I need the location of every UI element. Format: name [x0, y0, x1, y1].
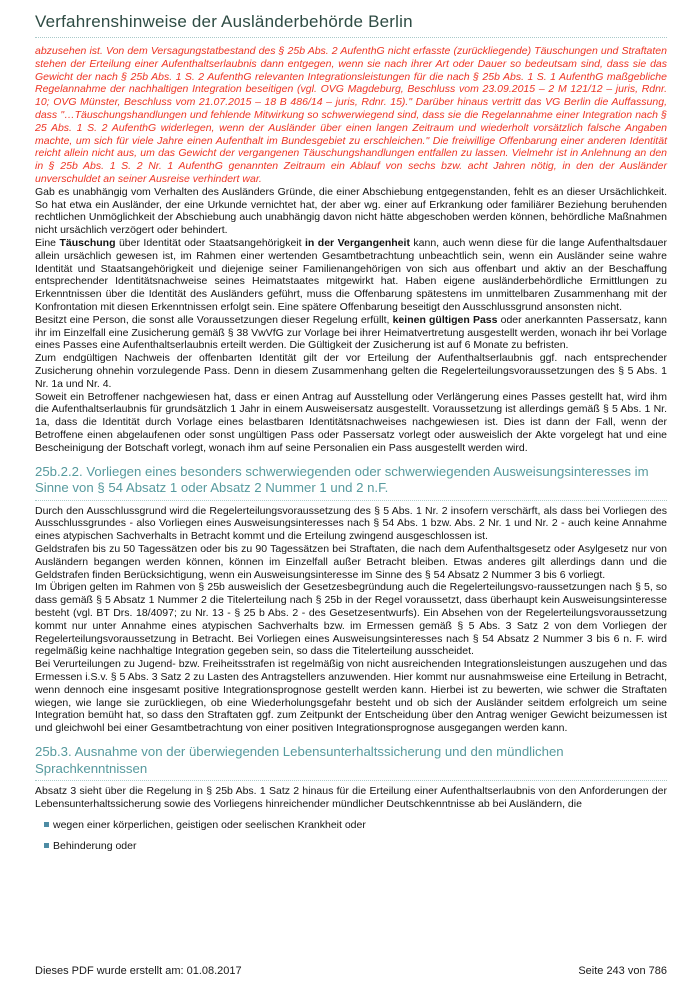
- bullet-square-icon: [44, 822, 49, 827]
- paragraph: Geldstrafen bis zu 50 Tagessätzen oder bis zu 90 Tagessätzen bei Straftaten, die nach dem Aufenthaltsgesetz oder Asylgesetz nur von Ausländern begangen werden können, können im Einzelfall außer Betracht bleiben. Etwas anderes gilt allerdings dann und die Geldstrafen finden Berücksichtigung, wenn ein Ausweisungsinteresse im Sinne des § 54 Absatz 2 Nummer 3 bis 6 vorliegt.: [35, 543, 667, 581]
- bold-text: keinen gültigen Pass: [392, 313, 498, 326]
- paragraph: [35, 314, 667, 352]
- text-run: über Identität oder Staatsangehörigkeit: [115, 236, 305, 249]
- text-run: Besitzt eine Person, die sonst alle Voraussetzungen dieser Regelung erfüllt,: [35, 313, 393, 326]
- paragraph: Absatz 3 sieht über die Regelung in § 25b Abs. 1 Satz 2 hinaus für die Erteilung einer Aufenthaltserlaubnis von den Anforderungen der Lebensunterhaltssicherung sowie des Vorliegens hinreichender mündlicher Deutschkenntnisse ab bei Ausländern, die: [35, 785, 667, 811]
- paragraph: Soweit ein Betroffener nachgewiesen hat, dass er einen Antrag auf Ausstellung oder Verlängerung eines Passes gestellt hat, wird ihm die Aufenthaltserlaubnis für grundsätzlich 1 Jahr in einem Ausweisersatz ausgestellt. Voraussetzung ist allerdings gemäß § 5 Abs. 1 Nr. 1a, dass die Identität durch Vorlage eines belastbaren Identitätsnachweises nachgewiesen ist. Dies ist dann der Fall, wenn der Betroffene einen abgelaufenen oder sonst ungültigen Pass oder Passersatz vorlegt oder ausweislich der Akte vorgelegt hat und eine Bescheinigung der Botschaft vorlegt, wonach ihm auf seine Personalien ein Pass ausgestellt werden wird.: [35, 390, 667, 454]
- paragraph: Im Übrigen gelten im Rahmen von § 25b ausweislich der Gesetzesbegründung auch die Regelerteilungsvo-raussetzungen nach § 5, so dass gemäß § 5 Absatz 1 Nummer 2 die Titelerteilung nach § 25b in der Regel voraussetzt, dass überhaupt kein Ausweisungsinteresse besteht (vgl. BT Drs. 18/4097; zu Nr. 13 - § 25 b Abs. 2 - des Gesetzesentwurfs). Ein Absehen von der Regelerteilungsvoraussetzung kommt nur unter Annahme eines atypischen Sachverhalts bzw. im Ermessen gemäß § 5 Abs. 3 Satz 2 von dem Vorliegen der Regelerteilungsvoraussetzung in Betracht. Bei Vorliegen eines Ausweisungsinteresses nach § 54 Absatz 2 Nummer 3 bis 6 n. F. wird regelmäßig keine nachhaltige Integration gegeben sein, so dass die Titelerteilung ausscheidet.: [35, 581, 667, 658]
- footer: [35, 965, 667, 977]
- bold-text: in der Vergangenheit: [305, 236, 410, 249]
- title-divider: [35, 37, 667, 38]
- paragraph: Zum endgültigen Nachweis der offenbarten Identität gilt der vor Erteilung der Aufenthaltserlaubnis ggf. nach entsprechender Zusicherung ohnehin vorzulegende Pass. Denn in diesem Zusammenhang gelten die Regelerteilungsvoraussetzungen des § 5 Abs. 1 Nr. 1a und Nr. 4.: [35, 352, 667, 390]
- footer-page-number: Seite 243 von 786: [578, 965, 667, 977]
- bullet-item: [44, 819, 667, 832]
- text-run: kann, auch wenn diese für die lange Aufenthaltsdauer allein ursächlich gewesen ist, im Rahmen einer wertenden Gesamtbetrachtung unbeachtlich sein, wenn ein Ausländer seine wahre Identität und Staatsangehörigkeit und diejenige seiner Familienangehörigen von sich aus offenbart und aktiv an der Beschaffung entsprechender Identitätsnachweise seines Heimatstaates mitgewirkt hat. Haben eigene ausländerbehördliche Ermittlungen zu Erkenntnissen über die Identität des Ausländers geführt, muss die Offenbarung spätestens im unmittelbaren Zusammenhang mit der Konfrontation mit diesen Erkenntnissen erfolgt sein. Eine spätere Offenbarung beseitigt den Ausschlussgrund ansonsten nicht.: [35, 236, 668, 313]
- section-heading: 25b.3. Ausnahme von der überwiegenden Lebensunterhaltssicherung und den mündlichen Sprachkenntnissen: [35, 744, 667, 781]
- paragraph: Bei Verurteilungen zu Jugend- bzw. Freiheitsstrafen ist regelmäßig von nicht ausreichenden Integrationsleistungen auszugehen und das Ermessen i.S.v. § 5 Abs. 3 Satz 2 zu Lasten des Antragstellers anzuwenden. Hier kommt nur ausnahmsweise eine Erteilung in Betracht, wenn dennoch eine insgesamt positive Integrationsprognose gestellt werden kann. Hierbei ist zu bewerten, wie schwer die Straftaten wiegen, wie lange sie zurückliegen, ob eine Wiederholungsgefahr besteht und ob sich der Ausländer seitdem erfolgreich um seine Integration bemüht hat, so dass den Straftaten ggf. zum Zeitpunkt der Entscheidung über den Antrag weniger Gewicht beizumessen ist und gleichwohl bei einer Gesamtbetrachtung von einer positiven Integrationsprognose ausgegangen werden kann.: [35, 658, 667, 735]
- text-run: Eine: [35, 236, 60, 249]
- paragraph: [35, 237, 667, 314]
- section-heading: 25b.2.2. Vorliegen eines besonders schwerwiegenden oder schwerwiegenden Ausweisungsinteresses im Sinne von § 54 Absatz 1 oder Absatz 2 Nummer 1 und 2 n.F.: [35, 464, 667, 501]
- paragraph: Gab es unabhängig vom Verhalten des Ausländers Gründe, die einer Abschiebung entgegenstanden, fehlt es an dieser Ursächlichkeit. So hat etwa ein Ausländer, der eine Urkunde vernichtet hat, der aber wg. einer auf Erkrankung oder familiärer Beziehung beruhenden rechtlichen Unmöglichkeit der Abschiebung auch unabhängig davon nicht hätte abgeschoben werden können, behördliche Maßnahmen nicht ursächlich verzögert oder behindert.: [35, 185, 667, 237]
- document-title: Verfahrenshinweise der Ausländerbehörde Berlin: [35, 12, 413, 31]
- bold-text: Täuschung: [59, 236, 116, 249]
- text-run: oder anerkannten Passersatz, kann ihr im Einzelfall eine Zusicherung gemäß § 38 VwVfG zur Vorlage bei ihrer Heimatvertretung ausgestellt werden, wonach ihr bei Vorlage eines Passes eine Aufenthaltserlaubnis erteilt werden. Die Gültigkeit der Zusicherung ist auf 6 Monate zu befristen.: [35, 313, 668, 352]
- paragraph: Durch den Ausschlussgrund wird die Regelerteilungsvoraussetzung des § 5 Abs. 1 Nr. 2 insofern verschärft, als dass bei Vorliegen des Ausschlussgrundes - also Vorliegen eines Ausweisungsinteresses nach § 54 Abs. 1 bzw. Abs. 2 Nr. 1 und Nr. 2 - auch keine Annahme eines atypischen Sachverhalts in Betracht kommt und die Erteilung zwingend ausgeschlossen ist.: [35, 504, 667, 543]
- footer-created-date: Dieses PDF wurde erstellt am: 01.08.2017: [35, 965, 242, 977]
- paragraph-quote: abzusehen ist. Von dem Versagungstatbestand des § 25b Abs. 2 AufenthG nicht erfasste (zurückliegende) Täuschungen und Straftaten stehen der Erteilung einer Aufenthaltserlaubnis dann entgegen, wenn sie nach ihrer Art oder Dauer so bedeutsam sind, dass sie das Gewicht der nach § 25b Abs. 1 S. 2 AufenthG relevanten Integrationsleistungen für die nach § 25b Abs. 1 S. 1 AufenthG maßgebliche Regelannahme der nachhaltigen Integration beseitigen (vgl. OVG Magdeburg, Beschluss vom 23.09.2015 – 2 M 121/12 – juris, Rdnr. 10; OVG Münster, Beschluss vom 21.07.2015 – 18 B 486/14 – juris, Rdnr. 15)." Darüber hinaus vertritt das VG Berlin die Auffassung, dass "…Täuschungshandlungen und fehlende Mitwirkung so schwerwiegend sind, dass sie die Regelannahme einer Integration nach § 25 Abs. 1 S. 2 AufenthG widerlegen, wenn der Ausländer über einen langen Zeitraum und wiederholt vorsätzlich falsche Angaben machte, um sich für viele Jahre einen Aufenthalt im Bundesgebiet zu erschleichen." Die freiwillige Offenbarung einer anderen Identität reicht allein nicht aus, um das Gewicht der vergangenen Täuschungshandlungen entfallen zu lassen. Vielmehr ist in Anlehnung an den in § 25b Abs. 1 S. 2 Nr. 1 AufenthG genannten Zeitraum ein Ablauf von sechs bzw. acht Jahren nötig, in den der Ausländer unverschuldet an seiner Ausreise verhindert war.: [35, 45, 667, 185]
- bullet-text: Behinderung oder: [53, 839, 137, 852]
- content: [35, 45, 667, 852]
- bullet-square-icon: [44, 843, 49, 848]
- bullet-item: [44, 840, 667, 853]
- bullet-text: wegen einer körperlichen, geistigen oder seelischen Krankheit oder: [53, 818, 366, 831]
